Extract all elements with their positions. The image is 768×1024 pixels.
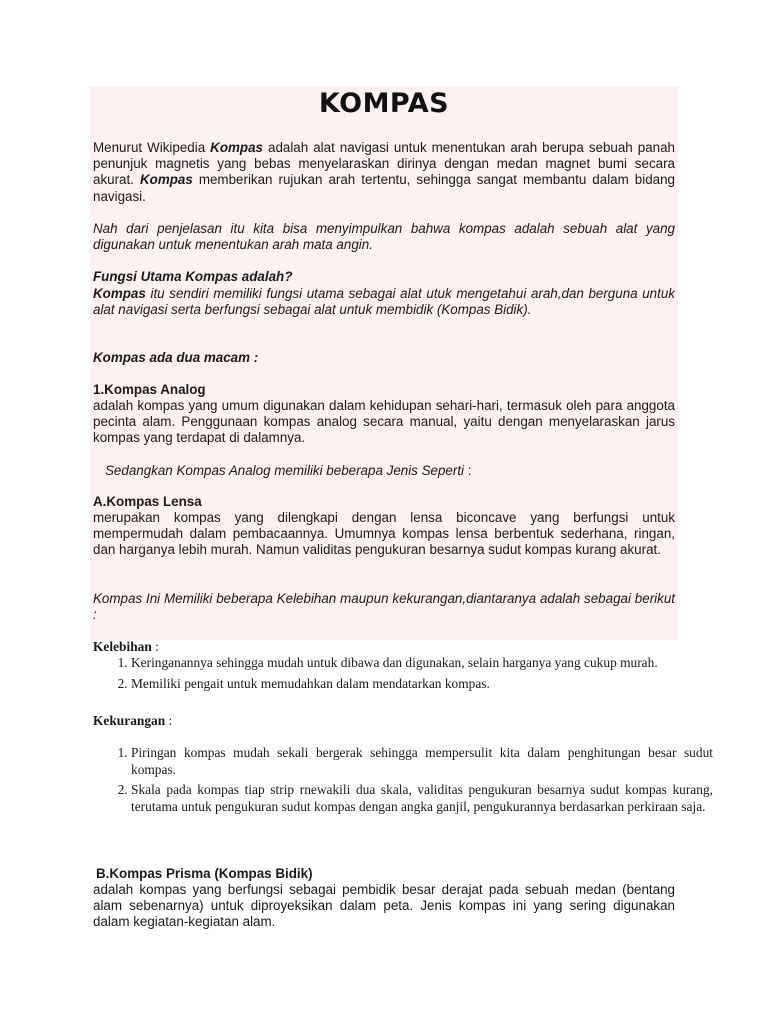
kelebihan-label xyxy=(93,639,675,656)
prisma-heading: B.Kompas Prisma (Kompas Bidik) xyxy=(96,866,313,881)
kelebihan-colon: : xyxy=(151,639,159,654)
analog-paragraph: adalah kompas yang umum digunakan dalam kehidupan sehari-hari, termasuk oleh para anggota pecinta alam. Penggunaan kompas analog secara manual, yaitu dengan menyelaraskan jarus kompas yang terdapat di dalamnya. xyxy=(93,398,675,446)
prisma-paragraph: adalah kompas yang berfungsi sebagai pembidik besar derajat pada sebuah medan (bentang alam sebenarnya) untuk diproyeksikan dalam peta. Jenis kompas ini yang sering digunakan dalam kegiatan-kegiatan alam. xyxy=(93,882,675,930)
jenis-colon: : xyxy=(464,463,472,478)
intro-text: adalah alat navigasi untuk menentukan arah berupa sebuah panah penunjuk magnetis yang bebas menyelaraskan dirinya dengan medan magnet bumi secara akurat. xyxy=(93,140,675,188)
fungsi-bold-term: Kompas xyxy=(93,286,146,301)
kekurangan-label-text: Kekurangan xyxy=(93,713,166,728)
jenis-line xyxy=(93,463,675,479)
lensa-paragraph: merupakan kompas yang dilengkapi dengan lensa biconcave yang berfungsi untuk mempermudah dalam pembacaannya. Umumnya kompas lensa berbentuk sederhana, ringan, dan harganya lebih murah. Namun validitas pengukuran besarnya sudut kompas kurang akurat. xyxy=(93,510,675,558)
lensa-heading: A.Kompas Lensa xyxy=(93,494,202,509)
conclusion-paragraph: Nah dari penjelasan itu kita bisa menyimpulkan bahwa kompas adalah sebuah alat yang digunakan untuk menentukan arah mata angin. xyxy=(93,221,675,253)
intro-text: Menurut Wikipedia xyxy=(93,140,211,155)
fungsi-heading: Fungsi Utama Kompas adalah? xyxy=(93,269,293,284)
kelebihan-list xyxy=(93,655,713,696)
fungsi-text: itu sendiri memiliki fungsi utama sebagai alat utuk mengetahui arah,dan berguna untuk alat navigasi serta berfungsi sebagai alat untuk membidik (Kompas Bidik). xyxy=(93,286,675,318)
kekurangan-colon: : xyxy=(165,713,173,728)
jenis-text: Sedangkan Kompas Analog memiliki beberapa Jenis Seperti xyxy=(105,463,465,478)
list-item: 2. Skala pada kompas tiap strip rnewakili dua skala, validitas pengukuran besarnya sudut kompas kurang, terutama untuk pengukuran sudut kompas dengan angka ganjil, pengukurannya berdasarkan perkiraan saja. xyxy=(131,782,713,815)
kelebihan-intro: Kompas Ini Memiliki beberapa Kelebihan maupun kekurangan,diantaranya adalah sebagai berikut : xyxy=(93,591,675,623)
intro-text: memberikan rujukan arah tertentu, sehingga sangat membantu dalam bidang navigasi. xyxy=(93,172,675,204)
list-item: 1. Piringan kompas mudah sekali bergerak sehingga mempersulit kita dalam penghitungan besar sudut kompas. xyxy=(131,745,713,778)
kelebihan-label-text: Kelebihan xyxy=(93,639,152,654)
macam-heading: Kompas ada dua macam : xyxy=(93,350,259,365)
analog-heading: 1.Kompas Analog xyxy=(93,382,206,397)
list-item: 1. Keringanannya sehingga mudah untuk dibawa dan digunakan, selain harganya yang cukup murah. xyxy=(131,655,713,672)
kekurangan-list xyxy=(93,745,713,819)
kekurangan-label xyxy=(93,713,675,730)
fungsi-paragraph xyxy=(93,286,675,318)
intro-bold-term: Kompas xyxy=(210,140,263,155)
list-item: 2. Memiliki pengait untuk memudahkan dalam mendatarkan kompas. xyxy=(131,676,713,693)
page-title: KOMPAS xyxy=(318,88,450,119)
intro-bold-term: Kompas xyxy=(139,172,193,188)
intro-paragraph xyxy=(93,140,675,205)
